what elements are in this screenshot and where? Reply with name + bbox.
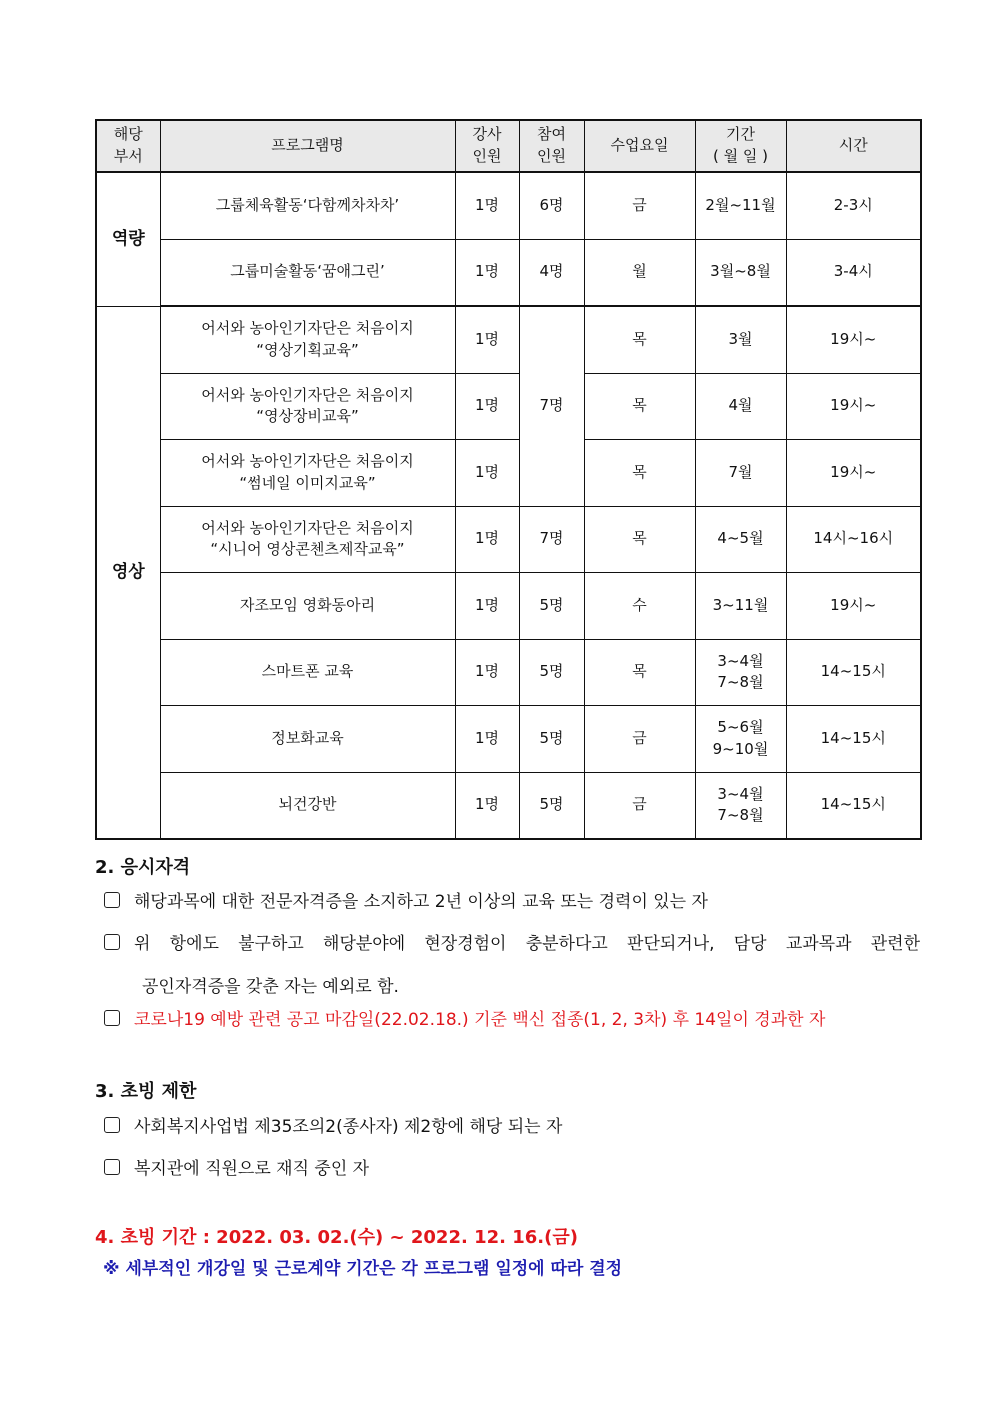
program-cell: 자조모임 영화동아리 [160, 573, 455, 640]
time-cell: 2-3시 [786, 172, 921, 239]
participants-merged-cell: 7명 [519, 306, 584, 506]
table-row [96, 573, 921, 640]
instructors-cell: 1명 [455, 573, 519, 640]
program-schedule-table [95, 119, 922, 840]
dept-cell: 역량 [96, 172, 160, 306]
period-cell: 3~4월 7~8월 [695, 772, 786, 839]
table-header-row [96, 120, 921, 172]
dept-cell: 영상 [96, 306, 160, 839]
weekday-cell: 월 [584, 239, 695, 306]
time-cell: 19시~ [786, 440, 921, 507]
checkbox-icon [104, 1117, 120, 1133]
time-cell: 14~15시 [786, 639, 921, 706]
weekday-cell: 목 [584, 306, 695, 373]
period-cell: 5~6월 9~10월 [695, 706, 786, 773]
program-cell: 정보화교육 [160, 706, 455, 773]
program-cell: 뇌건강반 [160, 772, 455, 839]
eligibility-item-text: 위 항에도 불구하고 해당분야에 현장경험이 충분하다고 판단되거나, 담당 교과목과 관련한 [134, 934, 920, 954]
eligibility-item-covid [104, 1010, 920, 1030]
program-cell: 어서와 농아인기자단은 처음이지 “시니어 영상콘첸츠제작교육” [160, 506, 455, 573]
program-cell: 어서와 농아인기자단은 처음이지 “썸네일 이미지교육” [160, 440, 455, 507]
instructors-cell: 1명 [455, 506, 519, 573]
header-program: 프로그램명 [160, 120, 455, 172]
table-row [96, 706, 921, 773]
table-row [96, 440, 921, 507]
header-instructors: 강사 인원 [455, 120, 519, 172]
checkbox-icon [104, 892, 120, 908]
instructors-cell: 1명 [455, 706, 519, 773]
program-cell: 어서와 농아인기자단은 처음이지 “영상기획교육” [160, 306, 455, 373]
header-time: 시간 [786, 120, 921, 172]
eligibility-item [104, 892, 920, 912]
instructors-cell: 1명 [455, 306, 519, 373]
participants-cell: 4명 [519, 239, 584, 306]
restriction-item-text: 사회복지사업법 제35조의2(종사자) 제2항에 해당 되는 자 [134, 1117, 563, 1137]
period-cell: 3~11월 [695, 573, 786, 640]
header-weekday: 수업요일 [584, 120, 695, 172]
period-cell: 3월 [695, 306, 786, 373]
restriction-item [104, 1159, 920, 1179]
restriction-item [104, 1117, 920, 1137]
table-row [96, 306, 921, 373]
period-cell: 4~5월 [695, 506, 786, 573]
period-note: ※ 세부적인 개강일 및 근로계약 기간은 각 프로그램 일정에 따라 결정 [103, 1259, 623, 1279]
participants-cell: 5명 [519, 772, 584, 839]
section-period-title: 4. 초빙 기간 : 2022. 03. 02.(수) ~ 2022. 12. 16.(금) [95, 1227, 578, 1248]
time-cell: 19시~ [786, 373, 921, 440]
weekday-cell: 금 [584, 172, 695, 239]
header-period: 기간 ( 월 일 ) [695, 120, 786, 172]
header-dept: 해당 부서 [96, 120, 160, 172]
table-row [96, 506, 921, 573]
weekday-cell: 수 [584, 573, 695, 640]
header-participants: 참여 인원 [519, 120, 584, 172]
time-cell: 14~15시 [786, 706, 921, 773]
period-cell: 3~4월 7~8월 [695, 639, 786, 706]
instructors-cell: 1명 [455, 373, 519, 440]
period-cell: 3월~8월 [695, 239, 786, 306]
program-cell: 그룹미술활동‘꿈애그린’ [160, 239, 455, 306]
instructors-cell: 1명 [455, 639, 519, 706]
time-cell: 19시~ [786, 573, 921, 640]
table-row [96, 172, 921, 239]
time-cell: 14~15시 [786, 772, 921, 839]
participants-cell: 6명 [519, 172, 584, 239]
checkbox-icon [104, 934, 120, 950]
participants-cell: 5명 [519, 706, 584, 773]
eligibility-item-text: 코로나19 예방 관련 공고 마감일(22.02.18.) 기준 백신 접종(1, 2, 3차) 후 14일이 경과한 자 [134, 1010, 826, 1030]
time-cell: 14시~16시 [786, 506, 921, 573]
checkbox-icon [104, 1010, 120, 1026]
program-cell: 어서와 농아인기자단은 처음이지 “영상장비교육” [160, 373, 455, 440]
instructors-cell: 1명 [455, 440, 519, 507]
table-row [96, 639, 921, 706]
participants-cell: 5명 [519, 573, 584, 640]
period-cell: 4월 [695, 373, 786, 440]
table-row [96, 772, 921, 839]
weekday-cell: 금 [584, 772, 695, 839]
instructors-cell: 1명 [455, 772, 519, 839]
weekday-cell: 목 [584, 373, 695, 440]
eligibility-item-continuation: 공인자격증을 갖춘 자는 예외로 함. [142, 977, 399, 997]
restriction-item-text: 복지관에 직원으로 재직 중인 자 [134, 1159, 370, 1179]
section-eligibility-title: 2. 응시자격 [95, 857, 191, 878]
period-cell: 7월 [695, 440, 786, 507]
program-cell: 그룹체육활동‘다함께차차차’ [160, 172, 455, 239]
section-restriction-title: 3. 초빙 제한 [95, 1081, 197, 1102]
checkbox-icon [104, 1159, 120, 1175]
instructors-cell: 1명 [455, 239, 519, 306]
table-row [96, 373, 921, 440]
participants-cell: 5명 [519, 639, 584, 706]
time-cell: 3-4시 [786, 239, 921, 306]
eligibility-item-text: 해당과목에 대한 전문자격증을 소지하고 2년 이상의 교육 또는 경력이 있는 자 [134, 892, 708, 912]
time-cell: 19시~ [786, 306, 921, 373]
program-cell: 스마트폰 교육 [160, 639, 455, 706]
participants-cell: 7명 [519, 506, 584, 573]
instructors-cell: 1명 [455, 172, 519, 239]
eligibility-item [104, 934, 920, 954]
weekday-cell: 목 [584, 639, 695, 706]
weekday-cell: 금 [584, 706, 695, 773]
weekday-cell: 목 [584, 440, 695, 507]
table-row [96, 239, 921, 306]
period-cell: 2월~11월 [695, 172, 786, 239]
weekday-cell: 목 [584, 506, 695, 573]
